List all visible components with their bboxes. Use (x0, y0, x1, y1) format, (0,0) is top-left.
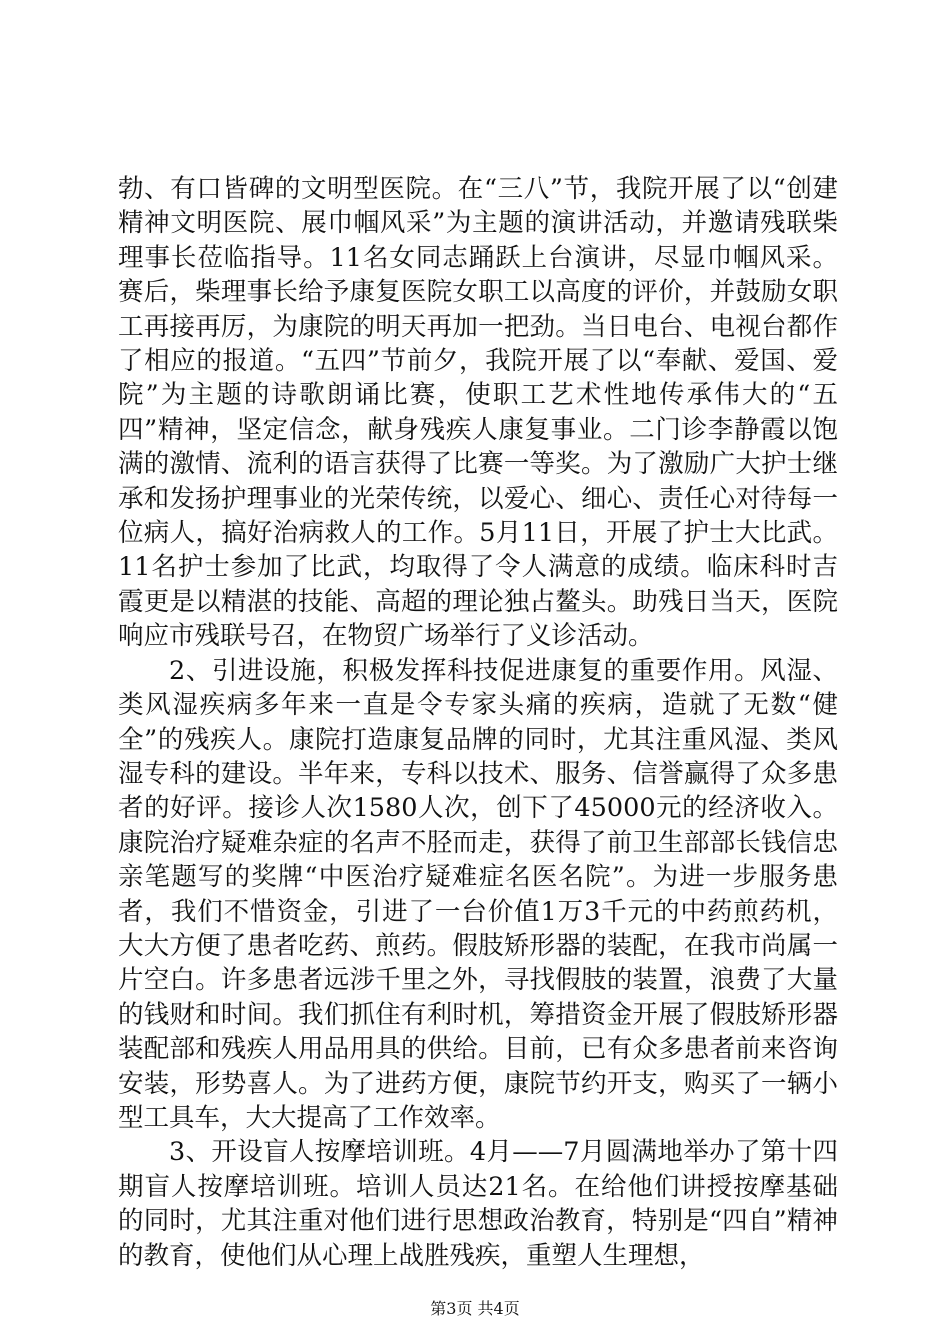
body-text (118, 172, 838, 1273)
paragraph-item-3: 3、开设盲人按摩培训班。4月——7月圆满地举办了第十四期盲人按摩培训班。培训人员达21名。在给他们讲授按摩基础的同时，尤其注重对他们进行思想政治教育，特别是“四自”精神的教育，使他们从心理上战胜残疾，重塑人生理想， (118, 1137, 838, 1271)
paragraph-item-2: 2、引进设施，积极发挥科技促进康复的重要作用。风湿、类风湿疾病多年来一直是令专家头痛的疾病，造就了无数“健全”的残疾人。康院打造康复品牌的同时，尤其注重风湿、类风湿专科的建设。半年来，专科以技术、服务、信誉赢得了众多患者的好评。接诊人次1580人次，创下了45000元的经济收入。康院治疗疑难杂症的名声不胫而走，获得了前卫生部部长钱信忠亲笔题写的奖牌“中医治疗疑难症名医名院”。为进一步服务患者，我们不惜资金，引进了一台价值1万3千元的中药煎药机，大大方便了患者吃药、煎药。假肢矫形器的装配，在我市尚属一片空白。许多患者远涉千里之外，寻找假肢的装置，浪费了大量的钱财和时间。我们抓住有利时机，筹措资金开展了假肢矫形器装配部和残疾人用品用具的供给。目前，已有众多患者前来咨询安装，形势喜人。为了进药方便，康院节约开支，购买了一辆小型工具车，大大提高了工作效率。 (118, 655, 838, 1133)
paragraph-continuation: 勃、有口皆碑的文明型医院。在“三八”节，我院开展了以“创建精神文明医院、展巾帼风采”为主题的演讲活动，并邀请残联柴理事长莅临指导。11名女同志踊跃上台演讲，尽显巾帼风采。赛后，柴理事长给予康复医院女职工以高度的评价，并鼓励女职工再接再厉，为康院的明天再加一把劲。当日电台、电视台都作了相应的报道。“五四”节前夕，我院开展了以“奉献、爱国、爱院”为主题的诗歌朗诵比赛，使职工艺术性地传承伟大的“五四”精神，坚定信念，献身残疾人康复事业。二门诊李静霞以饱满的激情、流利的语言获得了比赛一等奖。为了激励广大护士继承和发扬护理事业的光荣传统，以爱心、细心、责任心对待每一位病人，搞好治病救人的工作。5月11日，开展了护士大比武。11名护士参加了比武，均取得了令人满意的成绩。临床科时吉霞更是以精湛的技能、高超的理论独占鳌头。助残日当天，医院响应市残联号召，在物贸广场举行了义诊活动。 (118, 174, 838, 652)
page-footer: 第3页 共4页 (430, 1299, 520, 1318)
